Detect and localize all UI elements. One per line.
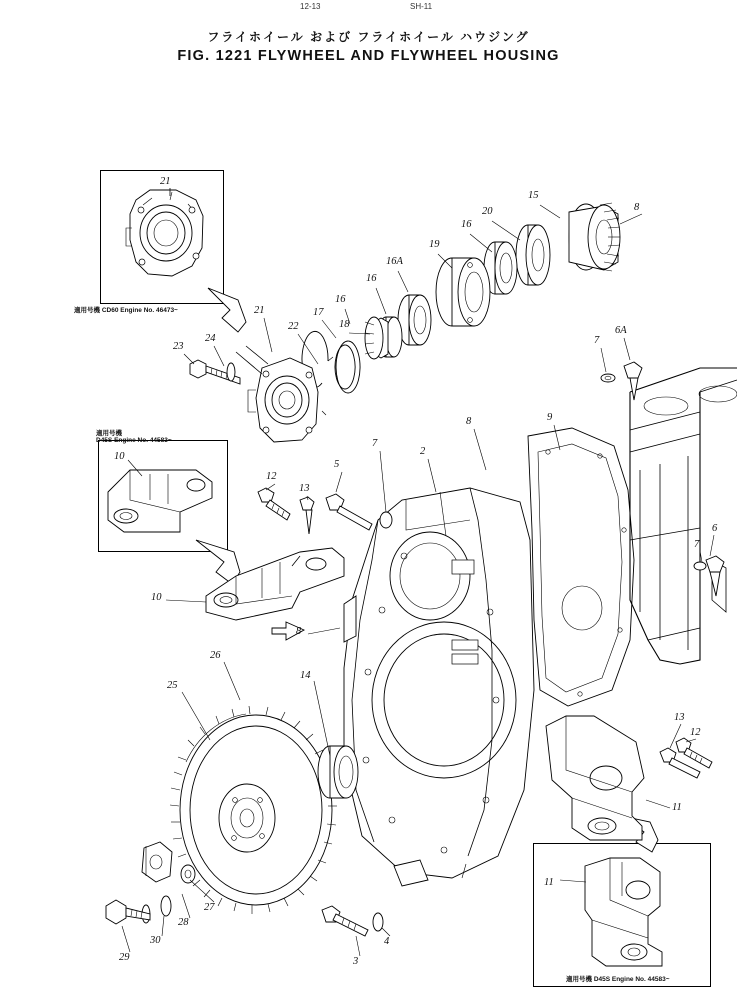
inset-bottom-right-caption: 適用号機 D45S Engine No. 44583~ — [566, 976, 670, 983]
callout-11a: 11 — [672, 802, 682, 813]
callout-6A: 6A — [615, 325, 627, 336]
callout-13b: 13 — [674, 712, 685, 723]
small-parts-bottom-left — [106, 842, 195, 924]
bolt-12 — [258, 488, 290, 520]
callout-25: 25 — [167, 680, 178, 691]
callout-7c: 7 — [694, 539, 700, 550]
callout-11b: 11 — [544, 877, 554, 888]
page-header-left: 12-13 — [300, 2, 321, 11]
callout-30: 30 — [150, 935, 161, 946]
callout-10a: 10 — [114, 451, 125, 462]
callout-10b: 10 — [151, 592, 162, 603]
callout-29: 29 — [119, 952, 130, 963]
callout-21b: 21 — [254, 305, 265, 316]
callout-8b: 8 — [466, 416, 472, 427]
washer-4 — [373, 913, 383, 931]
callout-20: 20 — [482, 206, 493, 217]
ring-14 — [318, 746, 358, 798]
figure-title-japanese: フライホイール および フライホイール ハウジング — [207, 30, 530, 44]
bolt-13 — [300, 497, 314, 534]
callout-19: 19 — [429, 239, 440, 250]
mount-bracket-11 — [546, 716, 644, 840]
callout-28: 28 — [178, 917, 189, 928]
callout-4: 4 — [384, 936, 390, 947]
callout-12b: 12 — [690, 727, 701, 738]
bolt-6A — [624, 362, 642, 400]
callout-16b: 16 — [366, 273, 377, 284]
callout-24: 24 — [205, 333, 216, 344]
callout-27: 27 — [204, 902, 215, 913]
callout-14: 14 — [300, 670, 311, 681]
inset-mid-left-caption-en: D45S Engine No. 44583~ — [96, 437, 172, 444]
callout-7a: 7 — [594, 335, 600, 346]
callout-17: 17 — [313, 307, 324, 318]
star-washer-18 — [365, 317, 388, 359]
callout-12a: 12 — [266, 471, 277, 482]
callout-15: 15 — [528, 190, 539, 201]
washer-7-top — [601, 374, 615, 382]
inset-bracket-11 — [585, 858, 662, 966]
callout-21a: 21 — [160, 176, 171, 187]
callout-3: 3 — [353, 956, 359, 967]
callout-23: 23 — [173, 341, 184, 352]
washer-7-mid — [380, 512, 392, 528]
callout-8a: 8 — [634, 202, 640, 213]
ring-gear-and-bearings — [302, 203, 620, 415]
callout-7b: 7 — [372, 438, 378, 449]
callout-22: 22 — [288, 321, 299, 332]
flywheel-assembly — [170, 706, 337, 914]
page-header-right: SH-11 — [410, 2, 433, 11]
callout-16c: 16 — [335, 294, 346, 305]
callout-9: 9 — [547, 412, 553, 423]
callout-6: 6 — [712, 523, 718, 534]
callout-26: 26 — [210, 650, 221, 661]
callout-8c: 8 — [296, 626, 302, 637]
callout-16a: 16 — [461, 219, 472, 230]
washer-24 — [227, 363, 235, 381]
callout-5: 5 — [334, 459, 340, 470]
figure-title-english: FIG. 1221 FLYWHEEL AND FLYWHEEL HOUSING — [177, 48, 560, 64]
bolt-5 — [326, 494, 372, 530]
callout-13a: 13 — [299, 483, 310, 494]
inset-mid-left-caption: 適用号機 — [96, 430, 122, 437]
callout-2: 2 — [420, 446, 426, 457]
gasket-9 — [528, 428, 634, 706]
flywheel-housing — [344, 488, 534, 886]
bolt-3 — [322, 906, 368, 936]
inset-top-left-caption: 適用号機 CD60 Engine No. 46473~ — [74, 307, 178, 314]
callout-18: 18 — [339, 319, 350, 330]
bolt-6-right — [694, 556, 724, 596]
inset-bracket-10 — [108, 470, 212, 532]
callout-16A: 16A — [386, 256, 403, 267]
inset-cover-21 — [126, 188, 203, 276]
engine-block — [630, 368, 737, 664]
